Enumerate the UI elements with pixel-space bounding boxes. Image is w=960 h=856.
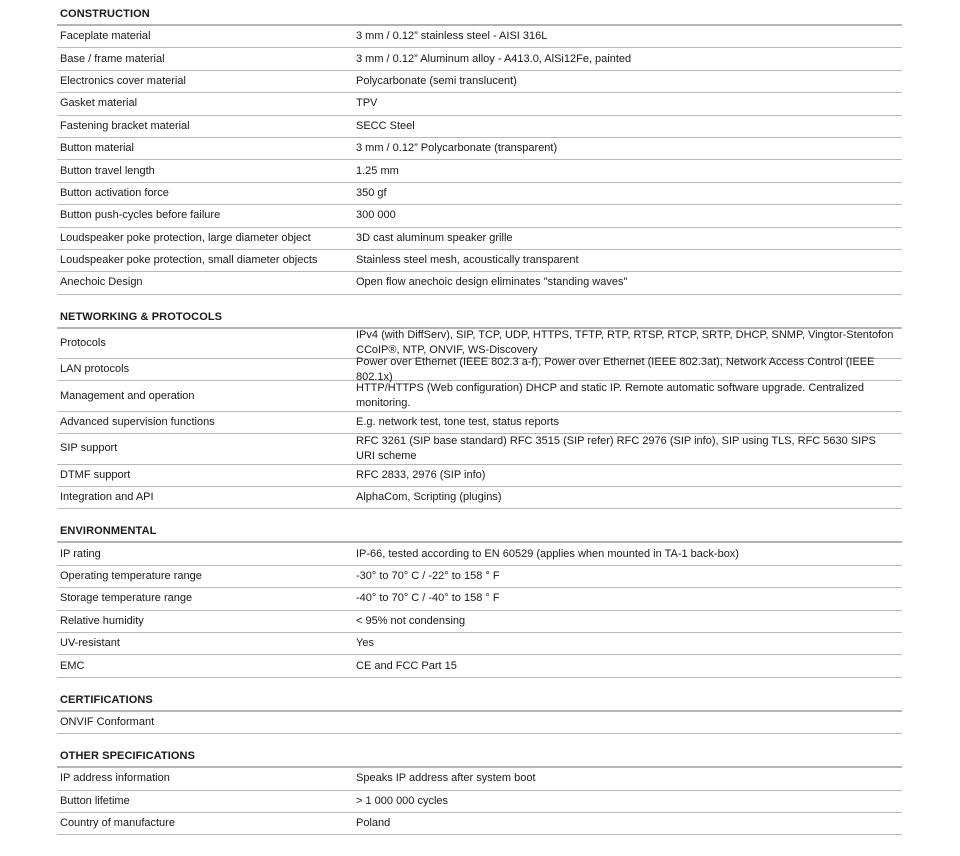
spec-label: Base / frame material <box>60 52 165 65</box>
spec-row <box>57 138 902 160</box>
spec-label: SIP support <box>60 442 118 455</box>
spec-row <box>57 205 902 227</box>
spec-value: TPV <box>356 97 378 110</box>
spec-value: 1.25 mm <box>356 164 399 177</box>
spec-label: UV-resistant <box>60 637 120 650</box>
spec-row <box>57 228 902 250</box>
spec-label: Loudspeaker poke protection, large diameter object <box>60 231 311 244</box>
spec-value: < 95% not condensing <box>356 614 466 627</box>
section-gap <box>57 295 902 302</box>
spec-value: SECC Steel <box>356 119 415 132</box>
spec-value: RFC 3261 (SIP base standard) RFC 3515 (SIP refer) RFC 2976 (SIP info), SIP using TLS, RFC 5630 SIPS URI scheme <box>356 434 876 462</box>
spec-value: -40° to 70° C / -40° to 158 ° F <box>356 592 500 605</box>
spec-label: Advanced supervision functions <box>60 416 215 429</box>
spec-label: Button material <box>60 142 134 155</box>
spec-row <box>57 160 902 182</box>
spec-table <box>57 0 902 835</box>
spec-row <box>57 768 902 790</box>
spec-value: > 1 000 000 cycles <box>356 794 449 807</box>
section-title: OTHER SPECIFICATIONS <box>57 741 902 768</box>
section-title: NETWORKING & PROTOCOLS <box>57 302 902 329</box>
spec-label: Fastening bracket material <box>60 119 190 132</box>
spec-label: Button travel length <box>60 164 155 177</box>
spec-row <box>57 434 902 464</box>
spec-row <box>57 712 902 734</box>
spec-label: Protocols <box>60 336 106 349</box>
spec-label: IP rating <box>60 547 101 560</box>
spec-value: 350 gf <box>356 186 387 199</box>
spec-value: 3 mm / 0.12” Aluminum alloy - A413.0, AlSi12Fe, painted <box>356 52 632 65</box>
spec-row <box>57 611 902 633</box>
spec-row <box>57 655 902 677</box>
spec-row <box>57 487 902 509</box>
spec-row <box>57 250 902 272</box>
spec-value: IP-66, tested according to EN 60529 (applies when mounted in TA-1 back-box) <box>356 547 739 560</box>
spec-label: Integration and API <box>60 491 154 504</box>
spec-row <box>57 272 902 294</box>
spec-label: Button push-cycles before failure <box>60 209 221 222</box>
spec-value: Open flow anechoic design eliminates "standing waves" <box>356 276 628 289</box>
spec-row <box>57 412 902 434</box>
spec-value: RFC 2833, 2976 (SIP info) <box>356 468 486 481</box>
section-gap <box>57 509 902 516</box>
spec-value: AlphaCom, Scripting (plugins) <box>356 491 502 504</box>
spec-row <box>57 791 902 813</box>
spec-value: Power over Ethernet (IEEE 802.3 a-f), Power over Ethernet (IEEE 802.3at), Network Access Control (IEEE 802.1x) <box>356 355 875 383</box>
spec-row <box>57 465 902 487</box>
spec-row <box>57 183 902 205</box>
spec-section-certifications <box>57 685 902 734</box>
spec-value: Polycarbonate (semi translucent) <box>356 74 517 87</box>
section-title: CERTIFICATIONS <box>57 685 902 712</box>
spec-label: Management and operation <box>60 389 195 402</box>
spec-label: ONVIF Conformant <box>60 715 155 728</box>
spec-section-construction <box>57 0 902 295</box>
spec-value: HTTP/HTTPS (Web configuration) DHCP and static IP. Remote automatic software upgrade. Centralized monitoring. <box>356 382 865 410</box>
spec-label: Anechoic Design <box>60 276 143 289</box>
spec-label: Button lifetime <box>60 794 130 807</box>
spec-label: Loudspeaker poke protection, small diameter objects <box>60 254 318 267</box>
spec-value: Yes <box>356 637 374 650</box>
spec-value: 3 mm / 0.12” stainless steel - AISI 316L <box>356 30 548 43</box>
section-gap <box>57 678 902 685</box>
spec-label: Country of manufacture <box>60 817 175 830</box>
spec-value: Stainless steel mesh, acoustically transparent <box>356 254 579 267</box>
spec-row <box>57 26 902 48</box>
spec-value: Poland <box>356 817 391 830</box>
spec-label: Electronics cover material <box>60 74 186 87</box>
spec-row <box>57 71 902 93</box>
spec-section-networking-protocols <box>57 302 902 510</box>
spec-value: Speaks IP address after system boot <box>356 772 536 785</box>
spec-value: CE and FCC Part 15 <box>356 659 457 672</box>
spec-value: -30° to 70° C / -22° to 158 ° F <box>356 570 500 582</box>
spec-label: Operating temperature range <box>60 570 202 582</box>
spec-row <box>57 566 902 588</box>
spec-row <box>57 116 902 138</box>
spec-label: DTMF support <box>60 468 131 481</box>
spec-label: Button activation force <box>60 186 169 199</box>
spec-value: 300 000 <box>356 209 396 222</box>
section-title: ENVIRONMENTAL <box>57 516 902 543</box>
spec-row <box>57 48 902 70</box>
spec-label: Storage temperature range <box>60 592 193 605</box>
spec-row <box>57 381 902 411</box>
spec-label: Relative humidity <box>60 614 144 627</box>
spec-value: E.g. network test, tone test, status reports <box>356 416 559 429</box>
spec-value: 3 mm / 0.12” Polycarbonate (transparent) <box>356 142 558 155</box>
spec-section-environmental <box>57 516 902 677</box>
section-gap <box>57 734 902 741</box>
spec-row <box>57 93 902 115</box>
spec-label: Faceplate material <box>60 30 151 43</box>
spec-row <box>57 355 902 383</box>
spec-label: Gasket material <box>60 97 138 110</box>
spec-label: IP address information <box>60 772 170 785</box>
spec-row <box>57 813 902 835</box>
spec-row <box>57 588 902 610</box>
spec-row <box>57 633 902 655</box>
spec-value: 3D cast aluminum speaker grille <box>356 231 513 244</box>
spec-label: EMC <box>60 659 85 672</box>
spec-section-other-specifications <box>57 741 902 835</box>
spec-row <box>57 543 902 565</box>
spec-label: LAN protocols <box>60 363 130 376</box>
section-title: CONSTRUCTION <box>57 0 902 26</box>
spec-value: IPv4 (with DiffServ), SIP, TCP, UDP, HTTPS, TFTP, RTP, RTSP, RTCP, SRTP, DHCP, SNMP, Vingtor-Stentofon CCoIP®, NTP, ONVIF, WS-Discovery <box>356 329 894 357</box>
